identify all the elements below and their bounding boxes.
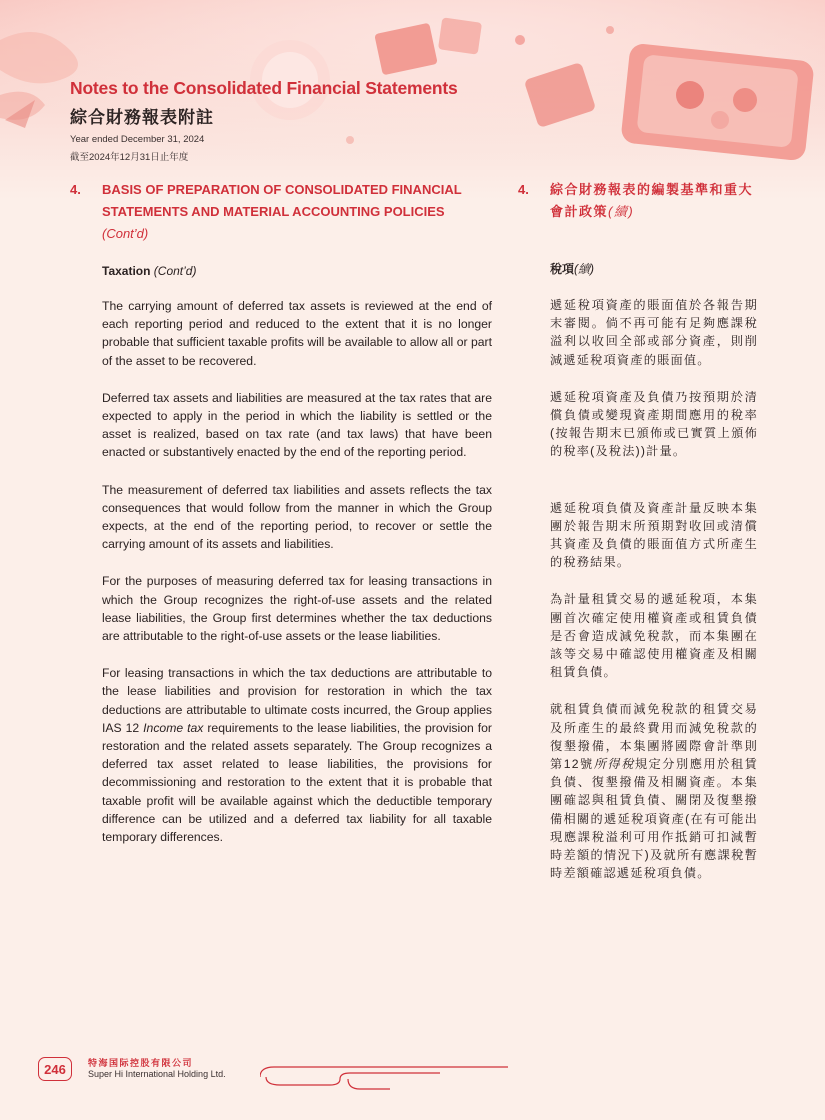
footer-swirl-decoration [260, 1063, 510, 1093]
subheading-zh [550, 260, 758, 277]
paragraph-zh-5-italic: 所得稅 [593, 757, 635, 772]
subheading-label-en: Taxation [102, 264, 151, 278]
subheading-cont-en: (Cont’d) [153, 264, 197, 278]
section-number-zh: 4. [518, 182, 529, 197]
paragraph-zh-3: 遞延稅項負債及資產計量反映本集團於報告期末所預期對收回或清償其資產及負債的賬面值方式所產生的稅務結果。 [550, 500, 758, 570]
paragraph-en-5-a: For leasing transactions in which the tax deductions are attributable to the lease liabilities and provision for restoration in which the tax deductions are attributable to ultimate costs incurred, the Group applies IAS 12 [102, 666, 492, 735]
section-cont-zh: (續) [608, 204, 635, 219]
page-number: 246 [38, 1057, 72, 1081]
subheading-cont-zh: (續) [574, 262, 595, 276]
section-title-zh: 綜合財務報表的編製基準和重大會計政策 [550, 182, 754, 219]
paragraph-zh-2: 遞延稅項資產及負債乃按預期於清償負債或變現資產期間應用的稅率(按報告期末已頒佈或已實質上頒佈的稅率(及稅法))計量。 [550, 389, 758, 459]
header-year-en: Year ended December 31, 2024 [70, 134, 205, 145]
paragraph-zh-5 [550, 700, 758, 882]
paragraph-en-5-italic: Income tax [143, 720, 204, 735]
paragraph-en-4: For the purposes of measuring deferred tax for leasing transactions in which the Group recognizes the right-of-use assets and the related lease liabilities, the Group first determines whether the tax deductions are attributable to the right-of-use assets or the lease liabilities. [102, 574, 492, 644]
page-footer [38, 1053, 488, 1093]
section-heading-zh [518, 182, 758, 223]
section-number-en: 4. [70, 182, 81, 197]
page-header [70, 78, 458, 163]
subheading-en [102, 264, 492, 278]
section-cont-en: (Cont’d) [102, 226, 149, 241]
company-name-zh: 特海国际控股有限公司 [88, 1058, 194, 1068]
paragraph-en-1: The carrying amount of deferred tax assets is reviewed at the end of each reporting period and reduced to the extent that it is no longer probable that sufficient taxable profits will be available to allow all or part of the asset to be recovered. [102, 299, 492, 368]
paragraph-zh-1: 遞延稅項資產的賬面值於各報告期末審閱。倘不再可能有足夠應課稅溢利以收回全部或部分資產，則削減遞延稅項資產的賬面值。 [550, 298, 758, 367]
paragraph-zh-5-b: 規定分別應用於租賃負債、復墾撥備及相關資產。本集團確認與租賃負債、關閉及復墾撥備相關的遞延稅項資產(在有可能出現應課稅溢利可用作抵銷可扣減暫時差額的情況下)及就所有應課稅暫時差額確認遞延稅項負債。 [550, 757, 758, 881]
section-heading-en [70, 182, 492, 245]
header-title-en: Notes to the Consolidated Financial Statements [70, 78, 458, 98]
section-body-en [102, 264, 492, 846]
paragraph-en-5 [102, 664, 492, 846]
paragraph-en-3: The measurement of deferred tax liabilities and assets reflects the tax consequences that would follow from the manner in which the Group expects, at the end of the reporting period, to recover or settle the carrying amount of its assets and liabilities. [102, 482, 492, 552]
subheading-label-zh: 稅項 [550, 262, 575, 276]
header-year-zh: 截至2024年12月31日止年度 [70, 152, 189, 163]
english-column [70, 182, 492, 846]
header-title-zh: 綜合財務報表附註 [70, 108, 214, 127]
section-title-en: BASIS OF PREPARATION OF CONSOLIDATED FINANCIAL STATEMENTS AND MATERIAL ACCOUNTING POLICIES [102, 182, 462, 219]
chinese-column [518, 182, 758, 882]
paragraph-en-5-b: requirements to the lease liabilities, the provision for restoration and the related assets separately. The Group recognizes a deferred tax asset related to lease liabilities, the provisions for decommissioning and restoration to the extent that it is probable that taxable profit will be available against which the deductible temporary difference can be utilized and a deferred tax liability for all taxable temporary differences. [102, 720, 492, 845]
paragraph-zh-5-a: 就租賃負債而減免稅款的租賃交易及所產生的最終費用而減免稅款的復墾撥備，本集團將國際會計準則第12號 [550, 702, 758, 772]
paragraph-zh-4: 為計量租賃交易的遞延稅項，本集團首次確定使用權資產或租賃負債是否會造成減免稅款，而本集團在該等交易中確認使用權資產及相關租賃負債。 [550, 592, 758, 680]
company-name-en: Super Hi International Holding Ltd. [88, 1069, 226, 1079]
section-body-zh [550, 260, 758, 882]
paragraph-en-2: Deferred tax assets and liabilities are measured at the tax rates that are expected to apply in the period in which the liability is settled or the asset is realized, based on tax rate (and tax laws) that have been enacted or substantively enacted by the end of the reporting period. [102, 390, 492, 460]
